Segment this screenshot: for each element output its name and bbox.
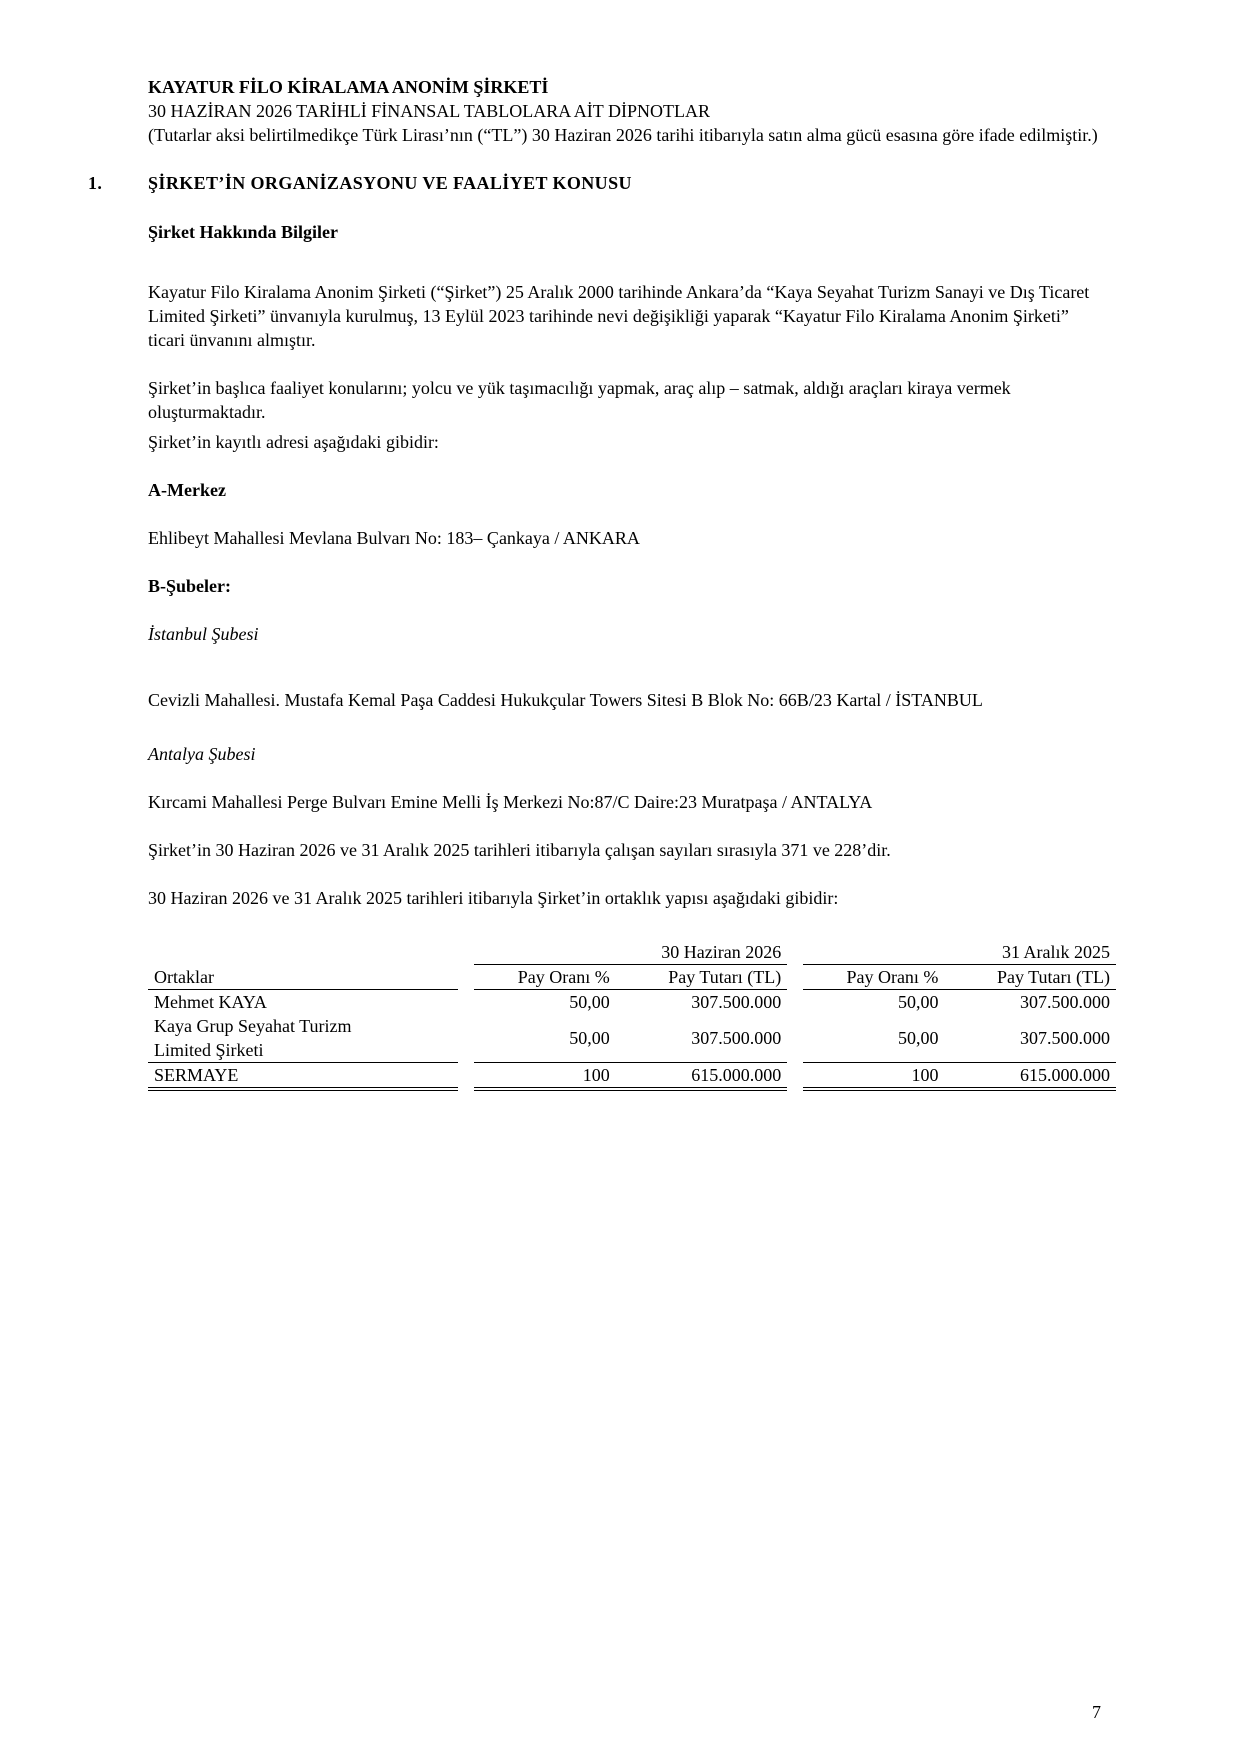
hq-address: Ehlibeyt Mahallesi Mevlana Bulvarı No: 183– Çankaya / ANKARA: [148, 528, 640, 548]
table-row: [148, 990, 1116, 1015]
subheading-company-info: Şirket Hakkında Bilgiler: [148, 222, 339, 242]
total-pct-2025: 100: [803, 1063, 944, 1090]
share-amt-2026: 307.500.000: [691, 992, 782, 1012]
share-pct-2026: 50,00: [569, 1028, 610, 1048]
share-amt-2026: 307.500.000: [691, 1028, 782, 1048]
col-share-pct-2026: Pay Oranı %: [474, 965, 615, 990]
total-pct-2026: 100: [474, 1063, 615, 1090]
col-share-amt-2026: Pay Tutarı (TL): [616, 965, 788, 990]
col-share-pct-2025: Pay Oranı %: [803, 965, 944, 990]
total-amt-2026: 615.000.000: [616, 1063, 788, 1090]
period-2026-header: 30 Haziran 2026: [474, 940, 787, 965]
paragraph-activities: Şirket’in başlıca faaliyet konularını; yolcu ve yük taşımacılığı yapmak, araç alıp – satmak, aldığı araçları kiraya vermek oluşturmaktadır.: [148, 378, 1011, 422]
section-heading: [88, 171, 1088, 195]
page-number: 7: [1092, 1702, 1101, 1722]
employees-paragraph: Şirket’in 30 Haziran 2026 ve 31 Aralık 2025 tarihleri itibarıyla çalışan sayıları sırasıyla 371 ve 228’dir.: [148, 840, 891, 860]
ownership-table: [148, 940, 1116, 1091]
hq-heading: A-Merkez: [148, 480, 226, 500]
total-label: SERMAYE: [148, 1063, 458, 1090]
section-number: 1.: [88, 173, 103, 193]
col-partners: Ortaklar: [148, 965, 458, 990]
share-pct-2025: 50,00: [897, 1028, 939, 1048]
ownership-intro: 30 Haziran 2026 ve 31 Aralık 2025 tarihleri itibarıyla Şirket’in ortaklık yapısı aşağıdaki gibidir:: [148, 888, 839, 908]
istanbul-branch-address: Cevizli Mahallesi. Mustafa Kemal Paşa Caddesi Hukukçular Towers Sitesi B Blok No: 66B/23 Kartal / İSTANBUL: [148, 690, 983, 710]
currency-note: (Tutarlar aksi belirtilmedikçe Türk Lirası’nın (“TL”) 30 Haziran 2026 tarihi itibarıyla satın alma gücü esasına göre ifade edilmiştir.): [148, 125, 1098, 145]
antalya-branch-address: Kırcami Mahallesi Perge Bulvarı Emine Melli İş Merkezi No:87/C Daire:23 Muratpaşa / ANTALYA: [148, 792, 873, 812]
share-amt-2025: 307.500.000: [1020, 1028, 1110, 1048]
document-subtitle: 30 HAZİRAN 2026 TARİHLİ FİNANSAL TABLOLARA AİT DİPNOTLAR: [148, 101, 710, 121]
share-pct-2025: 50,00: [897, 992, 939, 1012]
total-amt-2025: 615.000.000: [944, 1063, 1116, 1090]
section-title: ŞİRKET’İN ORGANİZASYONU VE FAALİYET KONUSU: [148, 173, 632, 193]
branches-heading: B-Şubeler:: [148, 576, 231, 596]
table-period-header: [148, 940, 1116, 965]
document-header: [148, 75, 1098, 147]
istanbul-branch-label: İstanbul Şubesi: [148, 624, 259, 644]
partner-name: Mehmet KAYA: [154, 992, 267, 1012]
partner-name: Kaya Grup Seyahat Turizm Limited Şirketi: [154, 1016, 352, 1060]
share-amt-2025: 307.500.000: [1020, 992, 1110, 1012]
company-name: KAYATUR FİLO KİRALAMA ANONİM ŞİRKETİ: [148, 77, 549, 97]
table-column-header: [148, 965, 1116, 990]
antalya-branch-label: Antalya Şubesi: [148, 744, 256, 764]
paragraph-address-intro: Şirket’in kayıtlı adresi aşağıdaki gibidir:: [148, 432, 439, 452]
table-row: [148, 1014, 1116, 1063]
share-pct-2026: 50,00: [569, 992, 610, 1012]
col-share-amt-2025: Pay Tutarı (TL): [944, 965, 1116, 990]
paragraph-establishment: Kayatur Filo Kiralama Anonim Şirketi (“Şirket”) 25 Aralık 2000 tarihinde Ankara’da “Kaya Seyahat Turizm Sanayi ve Dış Ticaret Limited Şirketi” ünvanıyla kurulmuş, 13 Eylül 2023 tarihinde nevi değişikliği yaparak “Kayatur Filo Kiralama Anonim Şirketi” ticari ünvanını almıştır.: [148, 282, 1090, 350]
period-2025-header: 31 Aralık 2025: [803, 940, 1116, 965]
table-total-row: [148, 1063, 1116, 1090]
